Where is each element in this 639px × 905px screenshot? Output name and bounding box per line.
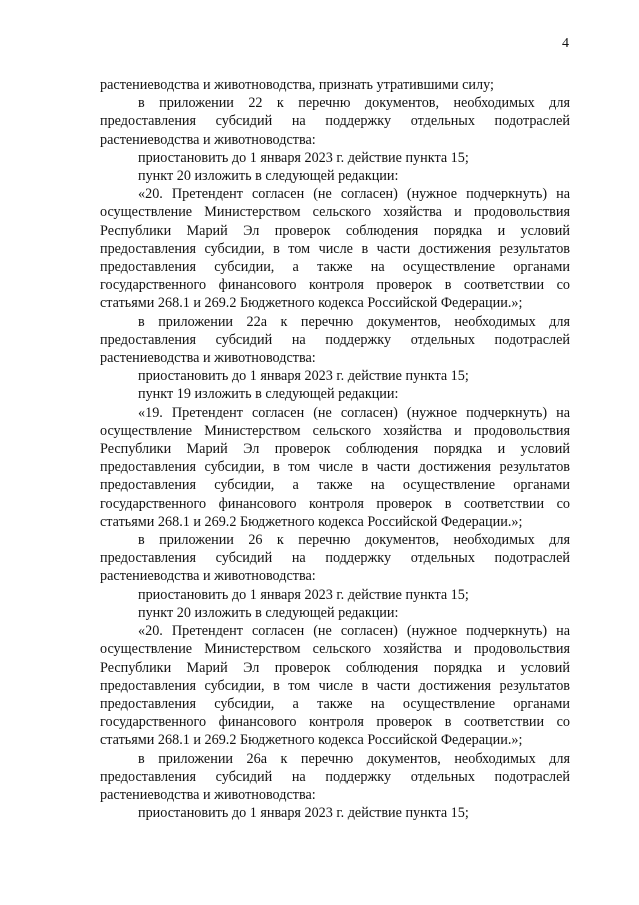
- page-number: 4: [562, 36, 569, 51]
- paragraph-annex-22a: в приложении 22а к перечню документов, необходимых для предоставления субсидий на поддержку отдельных подотраслей растениеводства и животноводства:: [100, 313, 570, 367]
- paragraph-restate-item-20: пункт 20 изложить в следующей редакции:: [138, 604, 399, 621]
- paragraph-suspend-item-15: приостановить до 1 января 2023 г. действие пункта 15;: [138, 368, 469, 385]
- paragraph-item-19-text: «19. Претендент согласен (не согласен) (нужное подчеркнуть) на осуществление Министерством сельского хозяйства и продовольствия Республики Марий Эл проверок соблюдения порядка и условий предоставления субсидии, в том числе в части достижения результатов предоставления субсидии, а также на осуществление органами государственного финансового контроля проверок в соответствии со статьями 268.1 и 269.2 Бюджетного кодекса Российской Федерации.»;: [100, 404, 570, 530]
- paragraph-annex-26a: в приложении 26а к перечню документов, необходимых для предоставления субсидий на поддержку отдельных подотраслей растениеводства и животноводства:: [100, 750, 570, 803]
- paragraph-restate-item-20: пункт 20 изложить в следующей редакции:: [138, 168, 399, 185]
- paragraph-annex-26: в приложении 26 к перечню документов, необходимых для предоставления субсидий на поддержку отдельных подотраслей растениеводства и животноводства:: [100, 532, 570, 585]
- paragraph-annex-22: в приложении 22 к перечню документов, необходимых для предоставления субсидий на поддержку отдельных подотраслей растениеводства и животноводства:: [100, 95, 570, 148]
- paragraph-item-20-text: «20. Претендент согласен (не согласен) (нужное подчеркнуть) на осуществление Министерством сельского хозяйства и продовольствия Республики Марий Эл проверок соблюдения порядка и условий предоставления субсидии, в том числе в части достижения результатов предоставления субсидии, а также на осуществление органами государственного финансового контроля проверок в соответствии со статьями 268.1 и 269.2 Бюджетного кодекса Российской Федерации.»;: [100, 623, 570, 749]
- paragraph-suspend-item-15: приостановить до 1 января 2023 г. действие пункта 15;: [138, 149, 469, 166]
- paragraph-suspend-item-15: приостановить до 1 января 2023 г. действие пункта 15;: [138, 805, 469, 822]
- paragraph-suspend-item-15: приостановить до 1 января 2023 г. действие пункта 15;: [138, 586, 469, 603]
- paragraph-item-20-text: «20. Претендент согласен (не согласен) (нужное подчеркнуть) на осуществление Министерством сельского хозяйства и продовольствия Республики Марий Эл проверок соблюдения порядка и условий предоставления субсидии, в том числе в части достижения результатов предоставления субсидии, а также на осуществление органами государственного финансового контроля проверок в соответствии со статьями 268.1 и 269.2 Бюджетного кодекса Российской Федерации.»;: [100, 186, 570, 312]
- paragraph-restate-item-19: пункт 19 изложить в следующей редакции:: [138, 386, 399, 403]
- document-body: [100, 76, 570, 822]
- paragraph-continuation: растениеводства и животноводства, признать утратившими силу;: [100, 77, 494, 93]
